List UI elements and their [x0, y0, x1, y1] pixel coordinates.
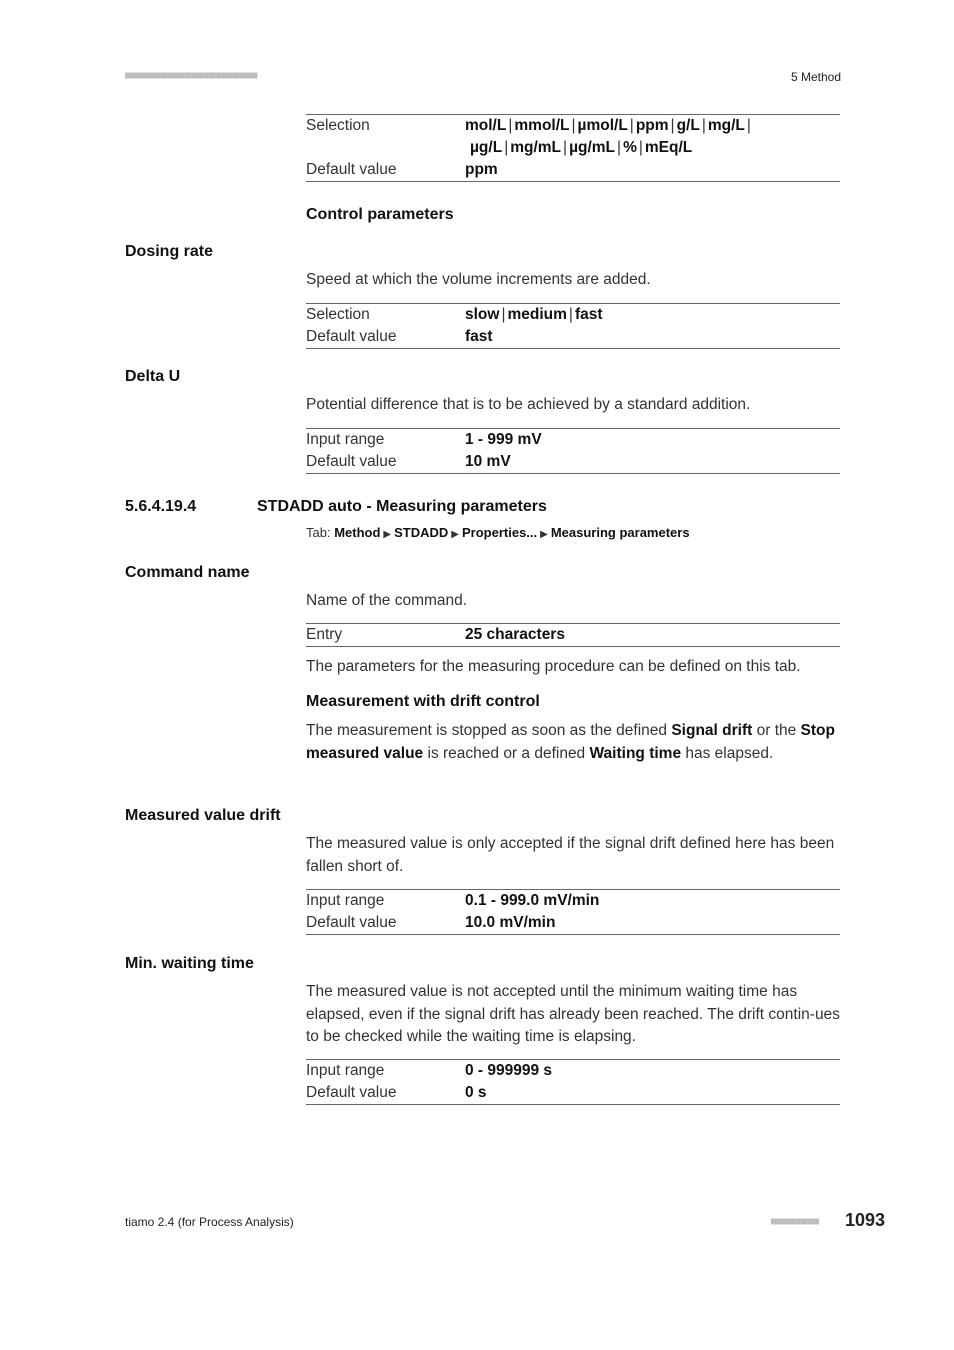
table-row [306, 451, 840, 473]
drift-control-heading: Measurement with drift control [306, 693, 540, 710]
measured-value-drift-heading: Measured value drift [125, 807, 281, 824]
option: ppm [635, 117, 669, 134]
table-value: 25 characters [465, 626, 565, 643]
arrow-right-icon: ▶ [540, 529, 548, 540]
table-label: Default value [306, 1084, 397, 1101]
table-label: Default value [306, 914, 397, 931]
option: µmol/L [577, 117, 628, 134]
table-row [306, 137, 840, 159]
header-decoration: ■■■■■■■■■■■■■■■■■■■■■■ [125, 70, 258, 81]
table-row [306, 304, 840, 326]
table-label: Default value [306, 328, 397, 345]
page-number: 1093 [845, 1210, 886, 1230]
dosing-rate-heading: Dosing rate [125, 243, 214, 260]
unit-parameter-table [306, 114, 840, 182]
option: slow [465, 306, 500, 323]
option: medium [507, 306, 567, 323]
option: mEq/L [644, 139, 693, 156]
delta-u-heading: Delta U [125, 368, 181, 385]
table-row [306, 326, 840, 348]
table-label: Input range [306, 1062, 385, 1079]
unit-selection-line1: mol/L | mmol/L | µmol/L | ppm | g/L | mg/L | [465, 117, 751, 134]
section-number: 5.6.4.19.4 [125, 498, 197, 515]
section-title: STDADD auto - Measuring parameters [257, 498, 547, 515]
table-row [306, 429, 840, 451]
table-row [306, 1060, 840, 1082]
tab-path [306, 525, 690, 540]
option: g/L [676, 117, 700, 134]
dosing-rate-description: Speed at which the volume increments are added. [306, 271, 651, 288]
table-label: Selection [306, 117, 370, 134]
option: mol/L [465, 117, 507, 134]
table-label: Entry [306, 626, 343, 643]
arrow-right-icon: ▶ [383, 529, 392, 540]
table-label: Selection [306, 306, 370, 323]
table-value: slow | medium | fast [465, 306, 603, 323]
table-value: 0.1 - 999.0 mV/min [465, 892, 600, 909]
measured-value-drift-table [306, 889, 840, 935]
option: mmol/L [514, 117, 570, 134]
option: mg/mL [510, 139, 562, 156]
table-value: 10 mV [465, 453, 511, 470]
option: fast [574, 306, 603, 323]
arrow-right-icon: ▶ [451, 529, 459, 540]
option: µg/L [470, 139, 503, 156]
table-row [306, 159, 840, 181]
unit-selection-line2: µg/L | mg/mL | µg/mL | % | mEq/L [470, 139, 693, 156]
table-value: 0 - 999999 s [465, 1062, 553, 1079]
command-name-description: Name of the command. [306, 592, 468, 609]
min-waiting-time-heading: Min. waiting time [125, 955, 254, 972]
measuring-tab-note: The parameters for the measuring procedure can be defined on this tab. [306, 658, 801, 675]
control-parameters-heading: Control parameters [306, 206, 454, 223]
tab-path-item: Measuring parameters [550, 525, 690, 540]
table-value: 1 - 999 mV [465, 431, 542, 448]
dosing-rate-table [306, 303, 840, 349]
option: % [623, 139, 637, 156]
min-waiting-time-table [306, 1059, 840, 1105]
tab-path-item: STDADD [394, 525, 449, 540]
header-section: 5 Method [790, 70, 841, 84]
delta-u-description: Potential difference that is to be achieved by a standard addition. [306, 396, 751, 413]
tab-prefix: Tab: [306, 525, 331, 540]
table-row [306, 115, 840, 137]
command-name-heading: Command name [125, 564, 250, 581]
tab-path-item: Method [334, 525, 381, 540]
table-label: Input range [306, 431, 385, 448]
option: µg/mL [569, 139, 616, 156]
table-value: 0 s [465, 1084, 487, 1101]
min-waiting-time-description: The measured value is not accepted until the minimum waiting time has elapsed, even if the signal drift has already been reached. The drift contin-ues to be checked while the waiting time is elapsing. [306, 983, 840, 1045]
table-label: Default value [306, 453, 397, 470]
tab-path-item: Properties... [462, 525, 538, 540]
table-row [306, 890, 840, 912]
table-value: 10.0 mV/min [465, 914, 556, 931]
option: mg/L [707, 117, 745, 134]
table-row [306, 1082, 840, 1104]
measured-value-drift-description: The measured value is only accepted if the signal drift defined here has been fallen short of. [306, 835, 835, 875]
table-value: fast [465, 328, 493, 345]
drift-control-description: The measurement is stopped as soon as the defined Signal drift or the Stop measured value is reached or a defined Waiting time has elapsed. [306, 722, 835, 762]
delta-u-table [306, 428, 840, 474]
command-name-table [306, 623, 840, 647]
table-label: Default value [306, 161, 397, 178]
table-label: Input range [306, 892, 385, 909]
footer-decoration: ■■■■■■■■ [771, 1216, 820, 1227]
table-row [306, 624, 840, 646]
footer-product: tiamo 2.4 (for Process Analysis) [125, 1215, 294, 1229]
table-value: ppm [465, 161, 498, 178]
table-row [306, 912, 840, 934]
